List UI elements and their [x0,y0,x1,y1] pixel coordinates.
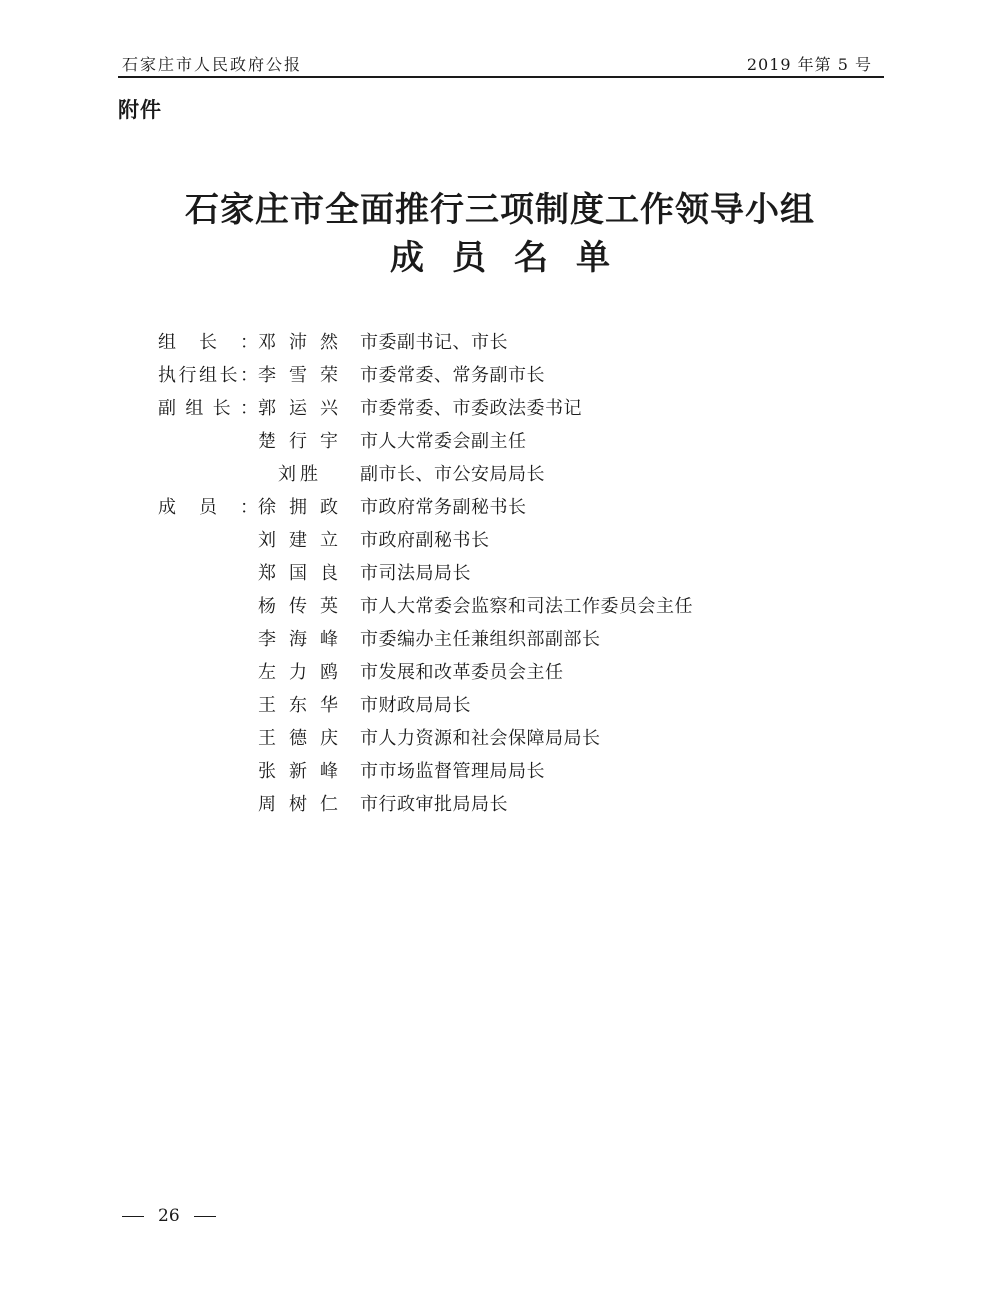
member-role: 副组长： [158,398,258,419]
member-name: 杨传英 [258,596,338,617]
member-row [158,392,693,425]
member-row [158,491,693,524]
page-number: 26 [158,1206,180,1226]
member-post: 市委常委、市委政法委书记 [360,398,582,419]
member-name: 刘胜 [278,464,318,485]
member-row [158,425,693,458]
document-title: 石家庄市全面推行三项制度工作领导小组 [185,190,815,230]
member-list [158,326,693,821]
member-name: 郑国良 [258,563,338,584]
member-name: 刘建立 [258,530,338,551]
member-post: 市司法局局长 [360,563,471,584]
member-name: 楚行宇 [258,431,338,452]
member-role: 执行组长： [158,365,258,386]
member-name: 王东华 [258,695,338,716]
member-role: 组长： [158,332,258,353]
member-row [158,326,693,359]
member-name: 徐拥政 [258,497,338,518]
issue-number: 2019 年第 5 号 [746,55,872,74]
member-row [158,788,693,821]
page-footer [122,1206,216,1226]
document-subtitle: 成员名单 [390,238,638,278]
member-name: 邓沛然 [258,332,338,353]
member-post: 市人大常委会副主任 [360,431,527,452]
member-name: 张新峰 [258,761,338,782]
running-header [118,50,884,78]
member-post: 市政府常务副秘书长 [360,497,527,518]
member-name: 郭运兴 [258,398,338,419]
member-role: 成员： [158,497,258,518]
member-row [158,557,693,590]
member-name: 周树仁 [258,794,338,815]
member-row [158,689,693,722]
member-post: 市委副书记、市长 [360,332,508,353]
member-row [158,590,693,623]
member-name: 李海峰 [258,629,338,650]
member-name: 李雪荣 [258,365,338,386]
member-row [158,722,693,755]
footer-dash [194,1216,216,1217]
member-row [158,458,693,491]
member-post: 市人大常委会监察和司法工作委员会主任 [360,596,693,617]
member-row [158,359,693,392]
footer-dash [122,1216,144,1217]
member-row [158,656,693,689]
member-post: 市委编办主任兼组织部副部长 [360,629,601,650]
member-name: 左力鸥 [258,662,338,683]
member-post: 市政府副秘书长 [360,530,490,551]
member-post: 副市长、市公安局局长 [360,464,545,485]
member-post: 市市场监督管理局局长 [360,761,545,782]
publication-name: 石家庄市人民政府公报 [122,55,303,74]
member-post: 市财政局局长 [360,695,471,716]
member-post: 市行政审批局局长 [360,794,508,815]
member-row [158,755,693,788]
member-name: 王德庆 [258,728,338,749]
member-post: 市发展和改革委员会主任 [360,662,564,683]
member-post: 市委常委、常务副市长 [360,365,545,386]
attachment-label: 附件 [118,98,162,122]
member-row [158,623,693,656]
member-post: 市人力资源和社会保障局局长 [360,728,601,749]
member-row [158,524,693,557]
